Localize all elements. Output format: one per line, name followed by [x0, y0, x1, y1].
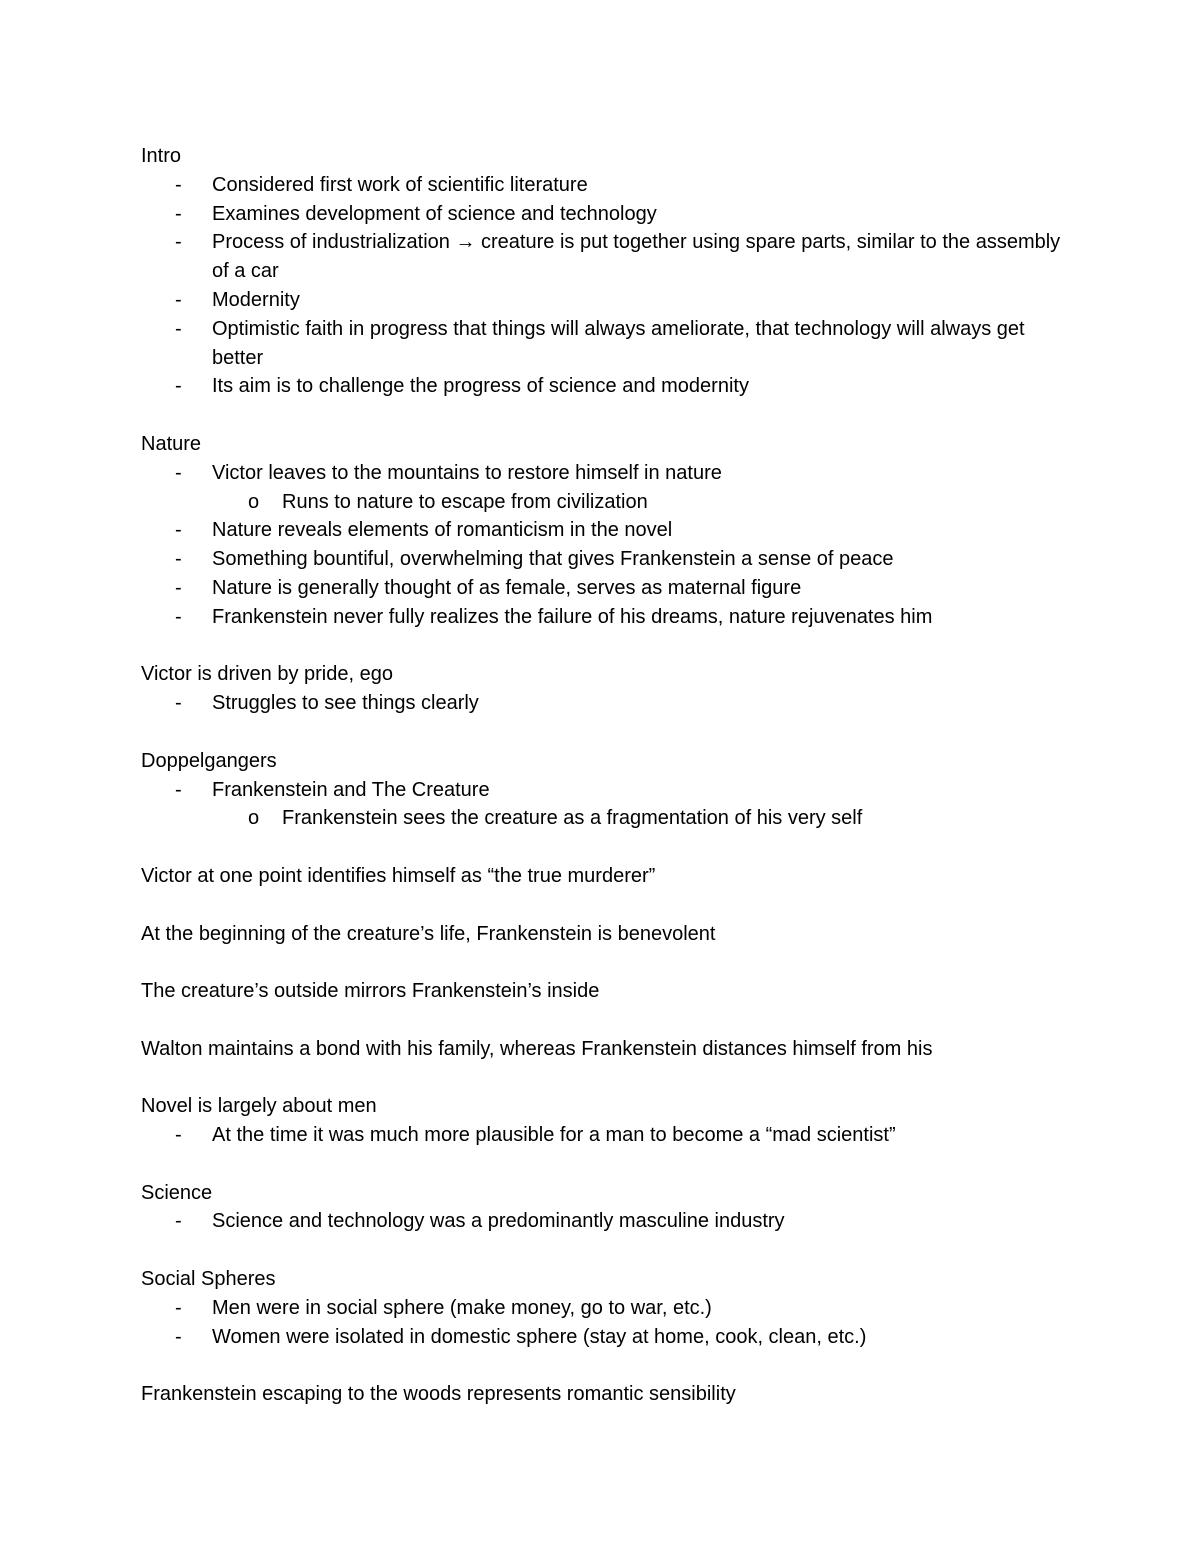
list-item [141, 1323, 1061, 1352]
list-item [141, 689, 1061, 718]
statement-line: The creature’s outside mirrors Frankenstein’s inside [141, 980, 600, 1003]
sub-bullet-list [212, 804, 1061, 833]
item-text: Women were isolated in domestic sphere (stay at home, cook, clean, etc.) [212, 1325, 867, 1348]
sub-item-text: Runs to nature to escape from civilization [282, 490, 648, 513]
section-doppelgangers [141, 747, 1061, 833]
list-item [141, 171, 1061, 200]
item-text: creature is put together using spare parts, similar to the assembly of a car [212, 231, 1061, 283]
item-text: Examines development of science and technology [212, 202, 657, 225]
list-item [141, 200, 1061, 229]
item-text: Nature is generally thought of as female, serves as maternal figure [212, 576, 802, 599]
item-text: Men were in social sphere (make money, go to war, etc.) [212, 1296, 712, 1319]
section-social-spheres [141, 1265, 1061, 1351]
dash-marker: - [175, 317, 182, 340]
list-item [141, 574, 1061, 603]
section-heading: Intro [141, 145, 182, 167]
dash-marker: - [175, 375, 182, 398]
sub-bullet-list [212, 488, 1061, 517]
section-mirrors [141, 977, 1061, 1006]
section-walton [141, 1035, 1061, 1064]
list-item [141, 776, 1061, 834]
dash-marker: - [175, 778, 182, 801]
section-intro [141, 142, 1061, 401]
item-text: Science and technology was a predominantly masculine industry [212, 1210, 785, 1233]
list-item [141, 315, 1061, 373]
bullet-list [141, 1294, 1061, 1352]
item-text: Optimistic faith in progress that things will always ameliorate, that technology will always get better [212, 317, 1025, 369]
circle-bullet-icon: o [248, 490, 260, 513]
list-item [141, 459, 1061, 517]
section-heading: Science [141, 1181, 213, 1204]
list-item [141, 1207, 1061, 1236]
dash-marker: - [175, 231, 182, 254]
list-item [141, 286, 1061, 315]
statement-line: Frankenstein escaping to the woods represents romantic sensibility [141, 1383, 736, 1406]
bullet-list [141, 1121, 1061, 1150]
item-text: Victor leaves to the mountains to restore himself in nature [212, 461, 722, 484]
section-true-murderer [141, 862, 1061, 891]
section-science [141, 1179, 1061, 1237]
section-about-men [141, 1092, 1061, 1150]
dash-marker: - [175, 605, 182, 628]
list-item [141, 516, 1061, 545]
bullet-list [141, 689, 1061, 718]
list-item [141, 1121, 1061, 1150]
item-text: Frankenstein never fully realizes the failure of his dreams, nature rejuvenates him [212, 605, 933, 628]
sub-item-text: Frankenstein sees the creature as a fragmentation of his very self [282, 807, 863, 830]
bullet-list [141, 1207, 1061, 1236]
item-text: At the time it was much more plausible for a man to become a “mad scientist” [212, 1124, 896, 1147]
list-item [141, 545, 1061, 574]
section-benevolent [141, 920, 1061, 949]
section-romantic-sensibility [141, 1380, 1061, 1409]
dash-marker: - [175, 202, 182, 225]
dash-marker: - [175, 692, 182, 715]
dash-marker: - [175, 1296, 182, 1319]
statement-line: At the beginning of the creature’s life, Frankenstein is benevolent [141, 922, 716, 945]
section-heading: Social Spheres [141, 1268, 276, 1291]
item-text: Considered first work of scientific literature [212, 173, 588, 196]
item-text: Modernity [212, 288, 300, 311]
sub-list-item [141, 804, 1061, 833]
notes-body [141, 142, 1061, 1438]
bullet-list [141, 171, 1061, 401]
dash-marker: - [175, 173, 182, 196]
item-text: Process of industrialization [212, 231, 450, 254]
dash-marker: - [175, 1325, 182, 1348]
section-heading: Victor is driven by pride, ego [141, 663, 393, 686]
item-text: Its aim is to challenge the progress of science and modernity [212, 375, 749, 398]
list-item [141, 228, 1061, 286]
section-heading: Novel is largely about men [141, 1095, 377, 1118]
bullet-list [141, 459, 1061, 632]
dash-marker: - [175, 576, 182, 599]
statement-line: Walton maintains a bond with his family, whereas Frankenstein distances himself from his [141, 1037, 933, 1060]
dash-marker: - [175, 1210, 182, 1233]
section-heading: Nature [141, 432, 202, 455]
sub-list-item [141, 488, 1061, 517]
item-text: Struggles to see things clearly [212, 692, 479, 715]
item-text: Nature reveals elements of romanticism in the novel [212, 519, 673, 542]
dash-marker: - [175, 461, 182, 484]
section-victor-pride [141, 660, 1061, 718]
dash-marker: - [175, 519, 182, 542]
circle-bullet-icon: o [248, 807, 260, 830]
bullet-list [141, 776, 1061, 834]
list-item [141, 603, 1061, 632]
dash-marker: - [175, 288, 182, 311]
section-nature [141, 430, 1061, 632]
item-text: Frankenstein and The Creature [212, 778, 490, 801]
statement-line: Victor at one point identifies himself as “the true murderer” [141, 864, 656, 887]
right-arrow-icon: → [455, 231, 476, 254]
list-item [141, 1294, 1061, 1323]
dash-marker: - [175, 548, 182, 571]
section-heading: Doppelgangers [141, 749, 277, 772]
item-text: Something bountiful, overwhelming that gives Frankenstein a sense of peace [212, 548, 894, 571]
list-item [141, 372, 1061, 401]
dash-marker: - [175, 1124, 182, 1147]
